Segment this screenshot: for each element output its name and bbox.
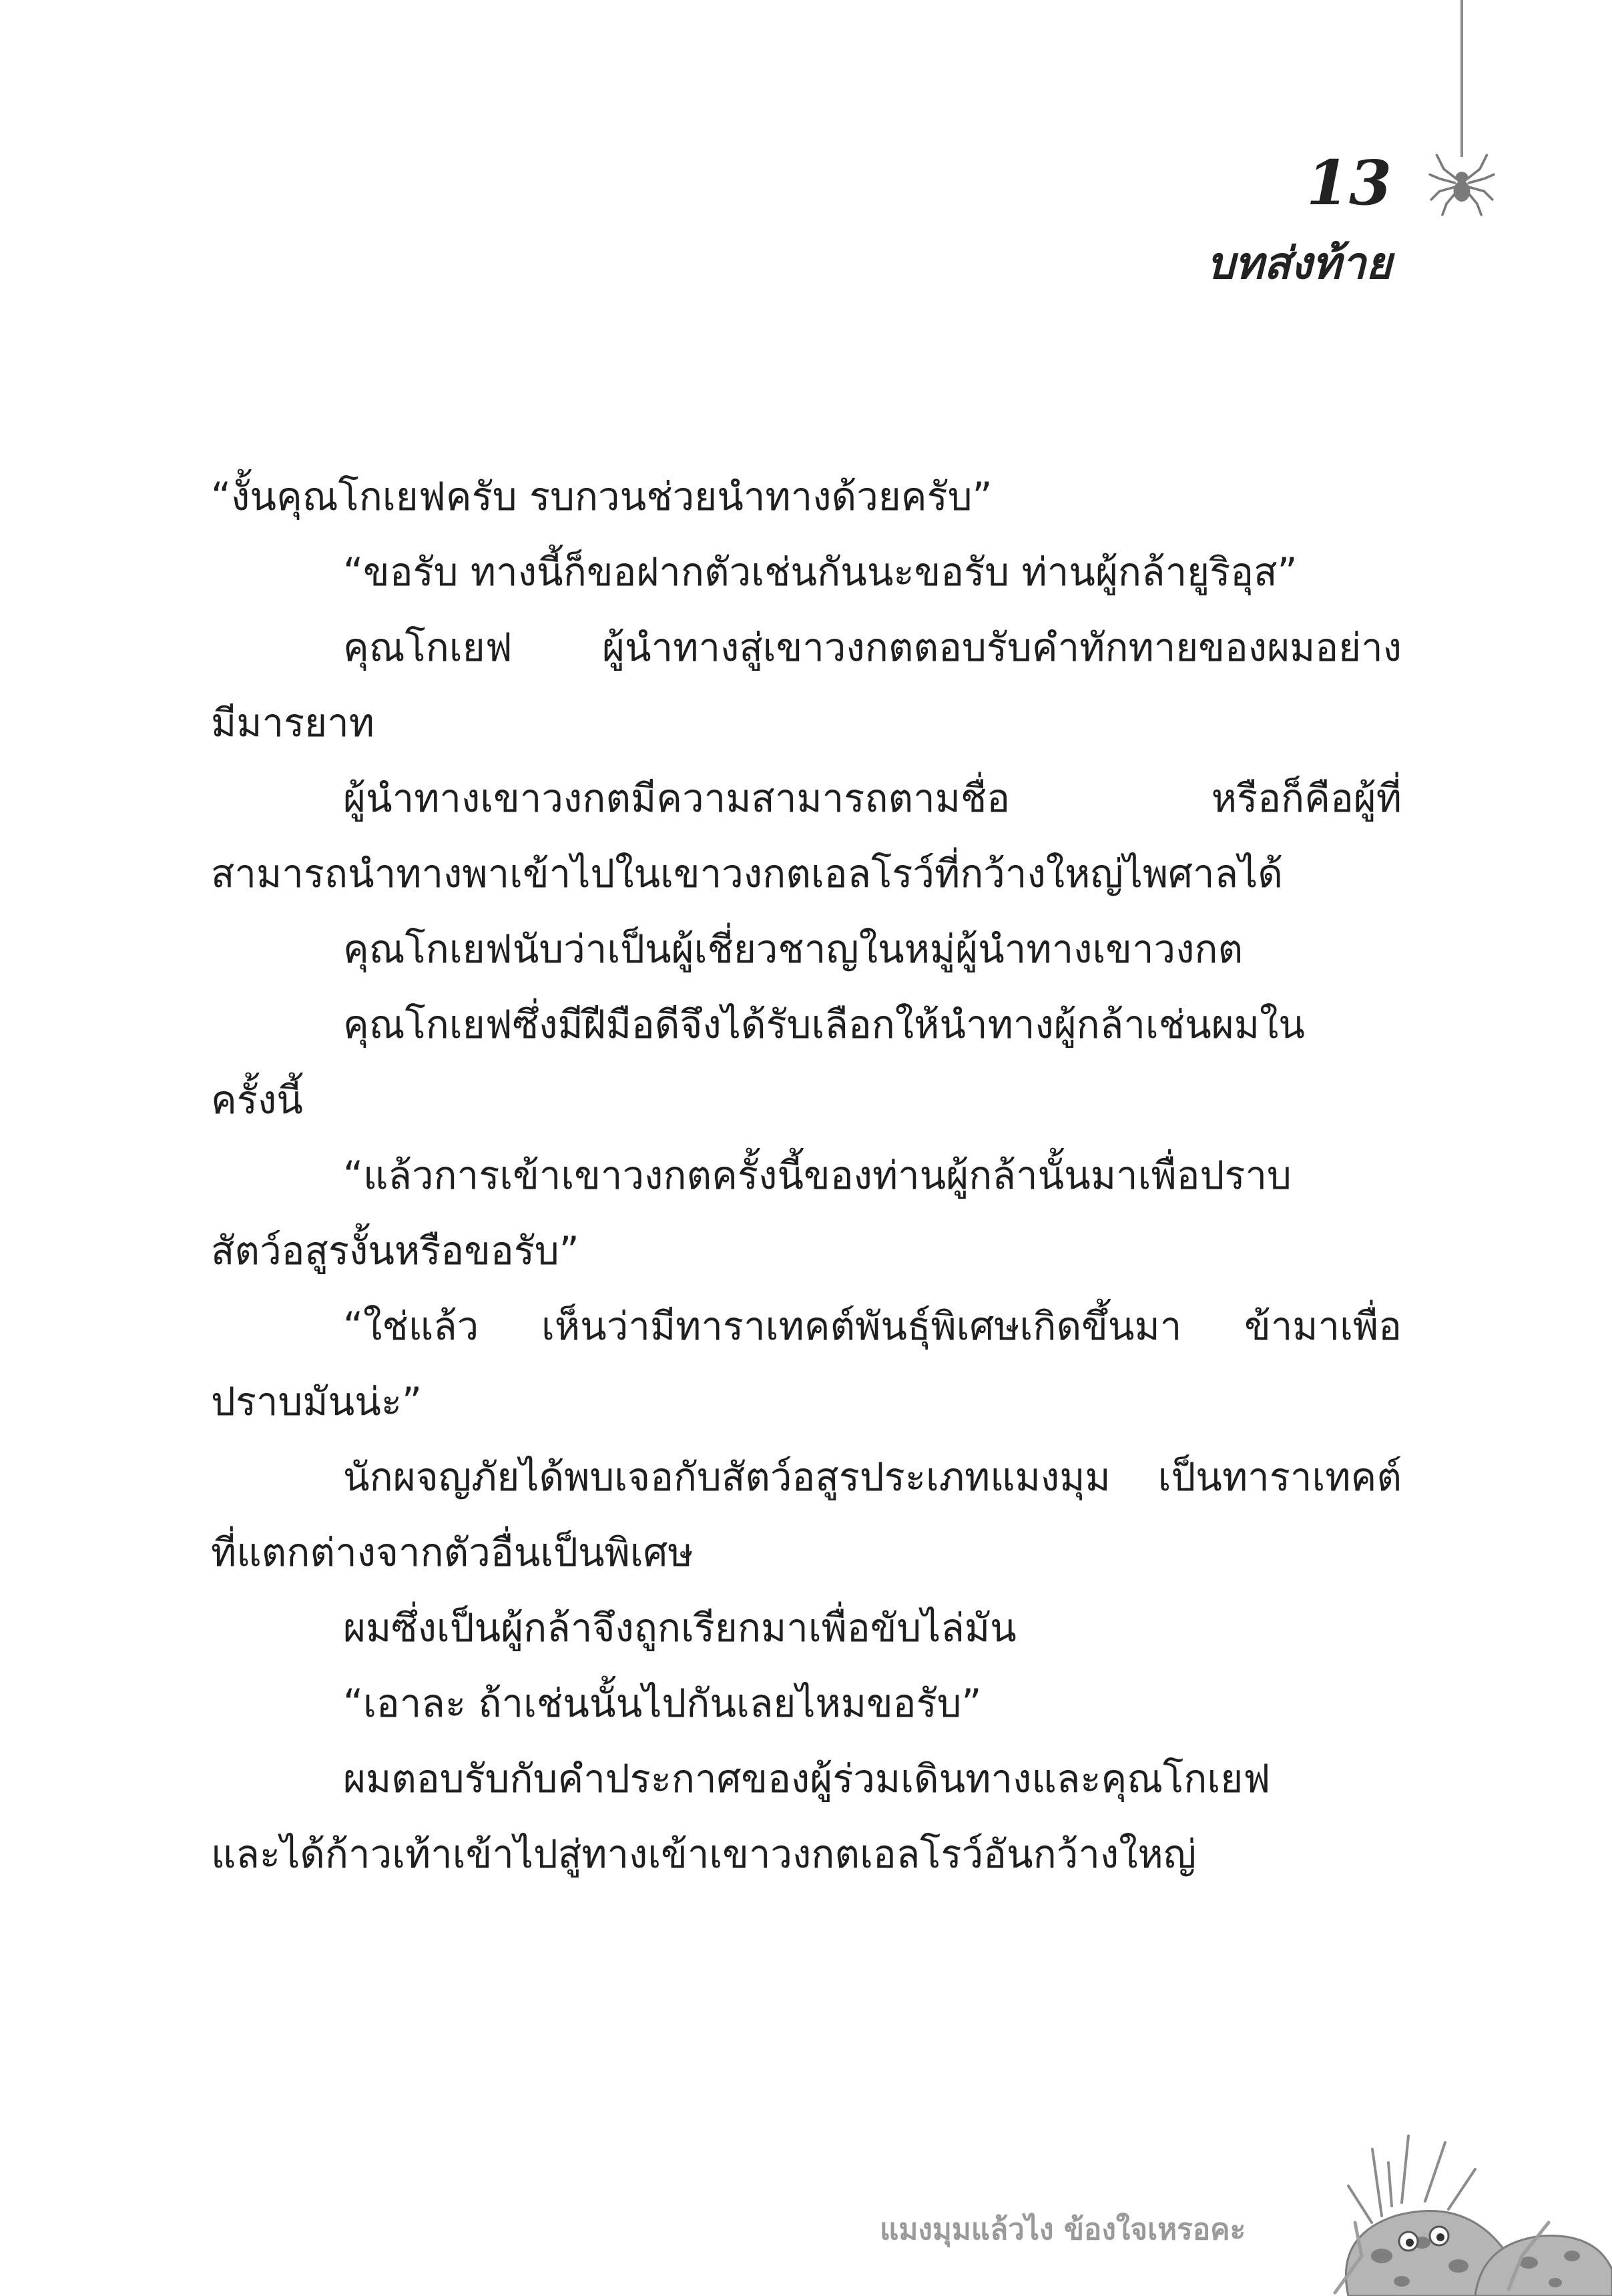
text-line: ผู้นำทางเขาวงกตมีความสามารถตามชื่อ หรือก็คือผู้ที่ — [343, 776, 1402, 821]
spider-thread — [1460, 0, 1463, 157]
text-line: ผมซึ่งเป็นผู้กล้าจึงถูกเรียกมาเพื่อขับไล่มัน — [343, 1605, 1017, 1651]
text-line: “งั้นคุณโกเยฟครับ รบกวนช่วยนำทางด้วยครับ” — [211, 474, 993, 519]
text-line: “ใช่แล้ว เห็นว่ามีทาราเทคต์พันธุ์พิเศษเกิดขึ้นมา ข้ามาเพื่อ — [343, 1304, 1402, 1349]
text-line: คุณโกเยฟซึ่งมีฝีมือดีจึงได้รับเลือกให้นำทางผู้กล้าเช่นผมใน — [343, 1002, 1305, 1047]
text-line: ครั้งนี้ — [211, 1077, 303, 1123]
running-head: แมงมุมแล้วไง ข้องใจเหรอคะ — [880, 2213, 1246, 2247]
text-line: มีมารยาท — [211, 700, 374, 746]
text-line: “ขอรับ ทางนี้ก็ขอฝากตัวเช่นกันนะขอรับ ท่านผู้กล้ายูริอุส” — [343, 549, 1298, 595]
spider-icon — [1427, 148, 1497, 218]
text-line: ปราบมันน่ะ” — [211, 1379, 423, 1424]
spider-egg-illustration — [1308, 2122, 1612, 2296]
text-line: คุณโกเยฟ ผู้นำทางสู่เขาวงกตตอบรับคำทักทายของผมอย่าง — [343, 625, 1402, 670]
text-line: ผมตอบรับกับคำประกาศของผู้ร่วมเดินทางและคุณโกเยฟ — [343, 1756, 1271, 1801]
chapter-title: บทส่งท้าย — [1206, 238, 1392, 289]
text-line: และได้ก้าวเท้าเข้าไปสู่ทางเข้าเขาวงกตเอลโรว์อันกว้างใหญ่ — [211, 1831, 1197, 1877]
text-line: สามารถนำทางพาเข้าไปในเขาวงกตเอลโรว์ที่กว้างใหญ่ไพศาลได้ — [211, 851, 1283, 896]
text-line: ที่แตกต่างจากตัวอื่นเป็นพิเศษ — [211, 1530, 694, 1575]
text-line: “เอาละ ถ้าเช่นนั้นไปกันเลยไหมขอรับ” — [343, 1681, 982, 1726]
text-line: “แล้วการเข้าเขาวงกตครั้งนี้ของท่านผู้กล้านั้นมาเพื่อปราบ — [343, 1153, 1292, 1198]
text-line: คุณโกเยฟนับว่าเป็นผู้เชี่ยวชาญในหมู่ผู้นำทางเขาวงกต — [343, 926, 1244, 972]
chapter-number: 13 — [1306, 147, 1392, 219]
body-text — [211, 459, 1402, 1892]
text-line: นักผจญภัยได้พบเจอกับสัตว์อสูรประเภทแมงมุม เป็นทาราเทคต์ — [343, 1454, 1402, 1500]
text-line: สัตว์อสูรงั้นหรือขอรับ” — [211, 1228, 579, 1273]
